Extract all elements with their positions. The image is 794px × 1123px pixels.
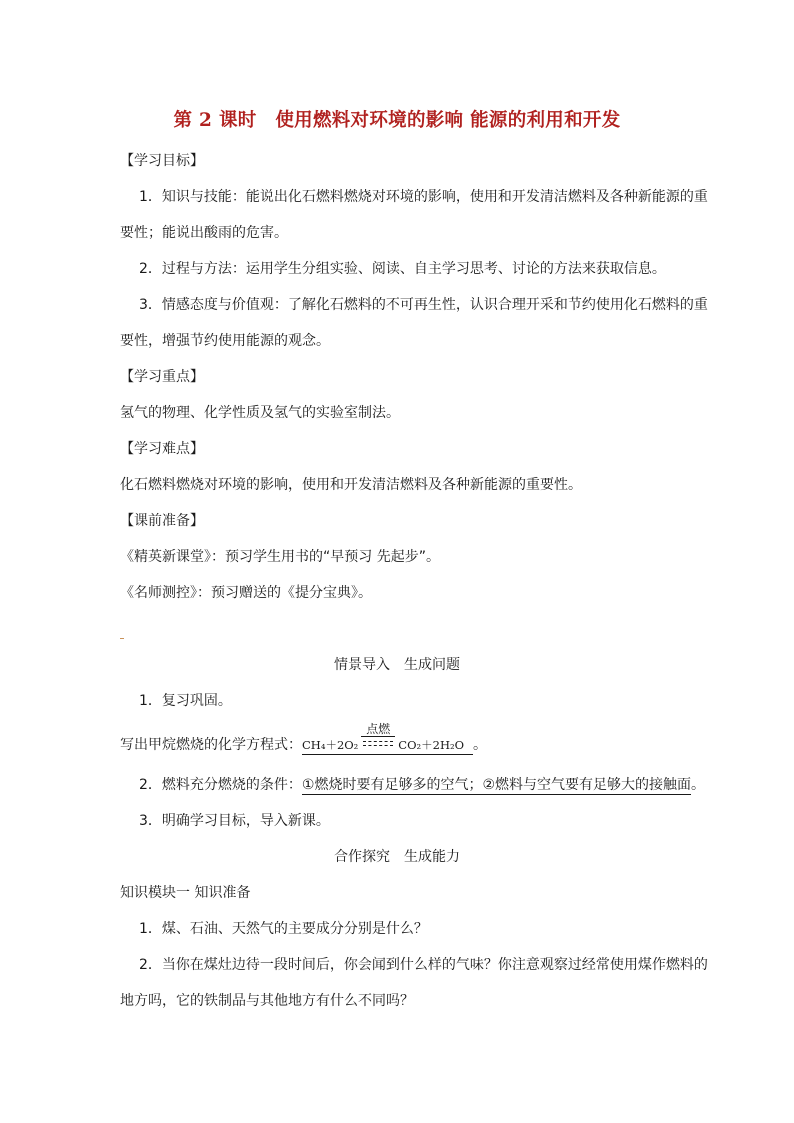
section-1-heading: 情景导入 生成问题 xyxy=(334,657,460,673)
item-2-prefix: 2．燃料充分燃烧的条件： xyxy=(139,777,302,793)
section-2-heading: 合作探究 生成能力 xyxy=(334,849,460,865)
reaction-equals-bottom xyxy=(363,745,393,746)
key-points-heading: 【学习重点】 xyxy=(120,369,204,385)
stray-mark xyxy=(120,638,124,639)
goal-3-line-2: 要性，增强节约使用能源的观念。 xyxy=(120,333,330,349)
formula-line xyxy=(120,722,487,755)
module-heading: 知识模块一 知识准备 xyxy=(120,885,251,901)
reaction-condition: 点燃 xyxy=(361,722,395,737)
goal-3-line-1: 3．情感态度与价值观：了解化石燃料的不可再生性，认识合理开采和节约使用化石燃料的重 xyxy=(139,297,708,313)
goal-1-line-2: 要性；能说出酸雨的危害。 xyxy=(120,225,288,241)
preparation-heading: 【课前准备】 xyxy=(120,513,204,529)
difficulties-text: 化石燃料燃烧对环境的影响，使用和开发清洁燃料及各种新能源的重要性。 xyxy=(120,477,582,493)
question-1: 1．煤、石油、天然气的主要成分分别是什么？ xyxy=(139,921,428,937)
goal-1-line-1: 1．知识与技能：能说出化石燃料燃烧对环境的影响，使用和开发清洁燃料及各种新能源的重 xyxy=(139,189,708,205)
formula-answer xyxy=(302,722,473,755)
reaction-arrow xyxy=(361,722,395,755)
item-2-end: 。 xyxy=(691,777,706,793)
item-2-answer: ①燃烧时要有足够多的空气；②燃料与空气要有足够大的接触面 xyxy=(301,777,692,793)
preparation-line-2: 《名师测控》：预习赠送的《提分宝典》。 xyxy=(120,585,372,601)
difficulties-heading: 【学习难点】 xyxy=(120,441,204,457)
section-1-item-3: 3．明确学习目标，导入新课。 xyxy=(139,813,330,829)
formula-right: CO₂＋2H₂O xyxy=(398,738,465,752)
key-points-text: 氢气的物理、化学性质及氢气的实验室制法。 xyxy=(120,405,400,421)
section-1-item-1: 1．复习巩固。 xyxy=(139,693,232,709)
goal-2: 2．过程与方法：运用学生分组实验、阅读、自主学习思考、讨论的方法来获取信息。 xyxy=(139,261,666,277)
preparation-line-1: 《精英新课堂》：预习学生用书的“早预习 先起步”。 xyxy=(120,549,440,565)
question-2-line-1: 2．当你在煤灶边待一段时间后，你会闻到什么样的气味？你注意观察过经常使用煤作燃料的 xyxy=(139,957,708,973)
page-title: 第 2 课时 使用燃料对环境的影响 能源的利用和开发 xyxy=(173,110,621,131)
question-2-line-2: 地方吗，它的铁制品与其他地方有什么不同吗？ xyxy=(120,993,414,1009)
goals-heading: 【学习目标】 xyxy=(120,153,204,169)
formula-prefix: 写出甲烷燃烧的化学方程式： xyxy=(120,737,302,753)
reaction-equals-top xyxy=(363,741,393,742)
formula-end: 。 xyxy=(472,737,487,753)
section-1-item-2 xyxy=(139,775,705,795)
formula-left: CH₄＋2O₂ xyxy=(302,738,359,752)
